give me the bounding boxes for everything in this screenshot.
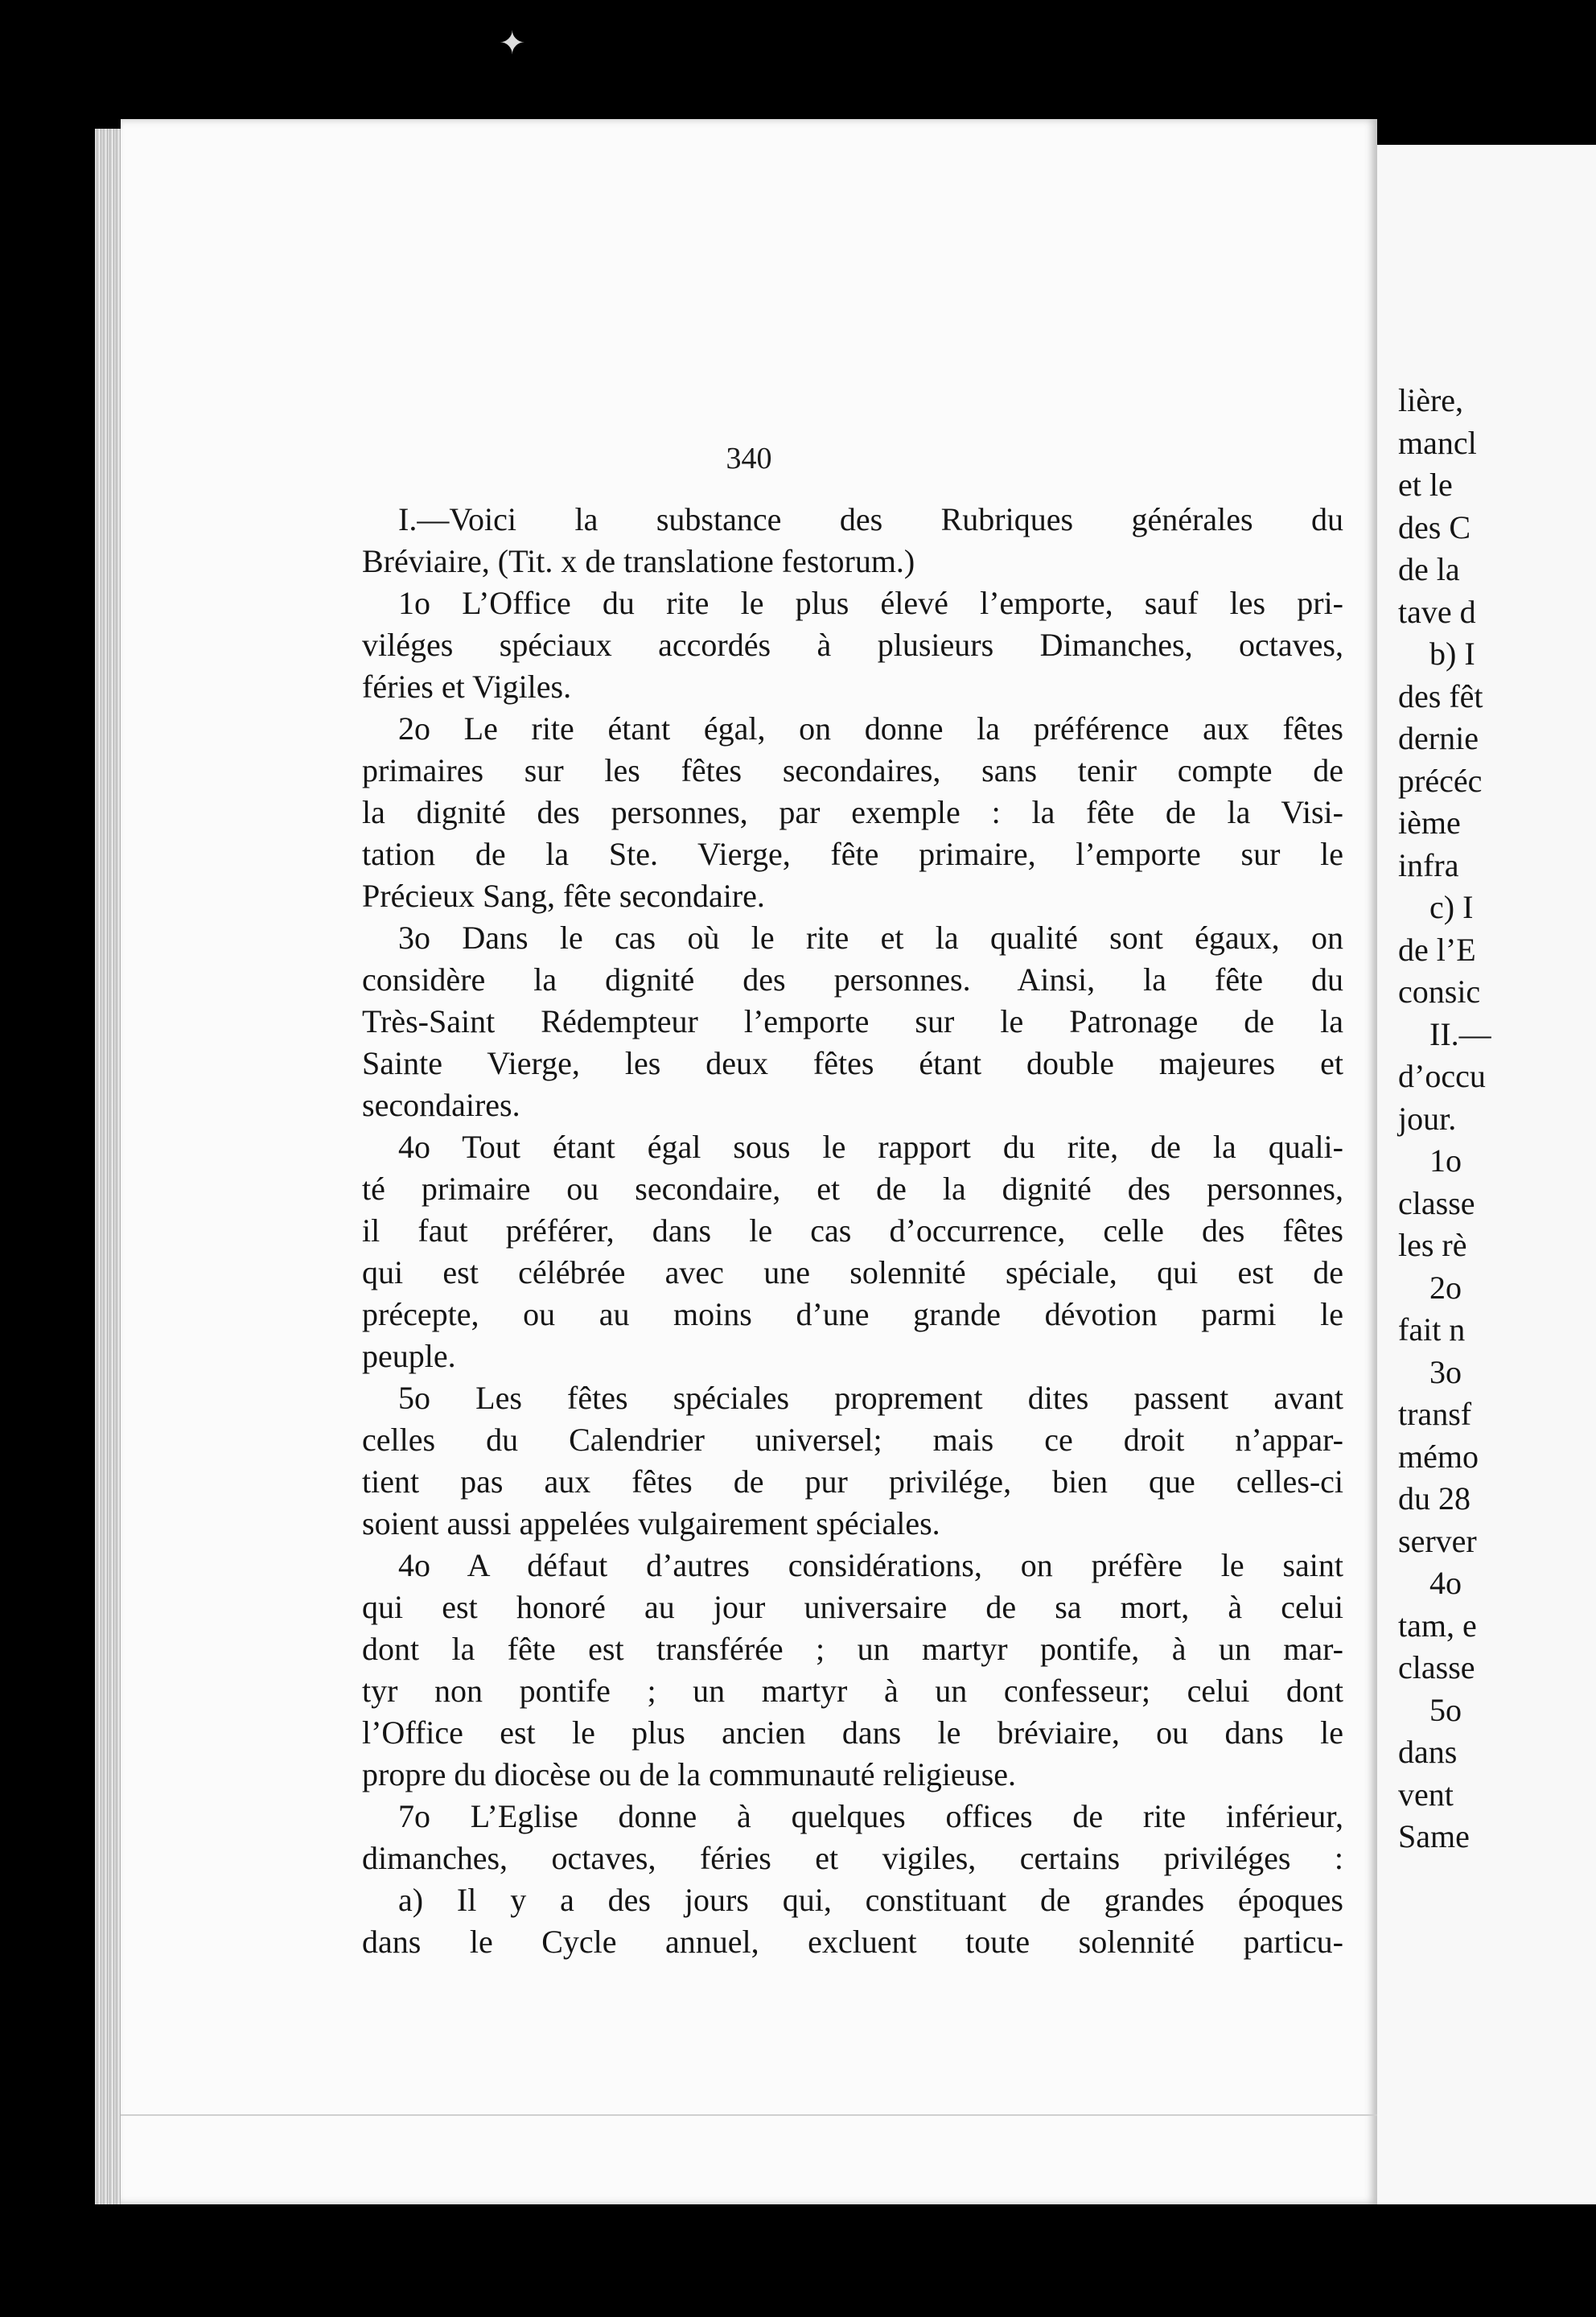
right-text-line: dans — [1398, 1734, 1458, 1770]
right-text-line: classe — [1398, 1184, 1475, 1221]
text-line: 7o L’Eglise donne à quelques offices de rite inférieur, — [398, 1798, 1343, 1834]
right-text-line: infra — [1398, 846, 1459, 883]
text-line: tient pas aux fêtes de pur privilége, bien que celles-ci — [362, 1463, 1343, 1500]
right-text-line: du 28 — [1398, 1480, 1471, 1517]
right-text-line: de l’E — [1398, 931, 1476, 968]
right-text-line: et le — [1398, 467, 1453, 503]
right-text-line: dernie — [1398, 720, 1479, 756]
text-line: secondaires. — [362, 1087, 520, 1123]
text-line: peuple. — [362, 1338, 456, 1374]
right-text-line: transf — [1398, 1396, 1472, 1432]
right-text-line: c) I — [1429, 889, 1474, 925]
text-line: viléges spéciaux accordés à plusieurs Dimanches, octaves, — [362, 627, 1343, 663]
right-page-fragment — [1377, 145, 1596, 2204]
right-text-line: des C — [1398, 508, 1471, 545]
right-text-line: vent — [1398, 1776, 1454, 1813]
text-line: précepte, ou au moins d’une grande dévotion parmi le — [362, 1296, 1343, 1332]
right-text-line: 3o — [1429, 1353, 1462, 1390]
right-text-line: mancl — [1398, 424, 1477, 461]
right-text-line: d’occu — [1398, 1058, 1486, 1094]
text-line: primaires sur les fêtes secondaires, sans tenir compte de — [362, 752, 1343, 788]
text-line: qui est honoré au jour universaire de sa mort, à celui — [362, 1589, 1343, 1625]
text-line: 3o Dans le cas où le rite et la qualité sont égaux, on — [398, 920, 1343, 956]
text-line: propre du diocèse ou de la communauté religieuse. — [362, 1756, 1017, 1792]
text-line: qui est célébrée avec une solennité spéciale, qui est de — [362, 1254, 1343, 1290]
text-line: celles du Calendrier universel; mais ce droit n’appar- — [362, 1422, 1343, 1458]
text-line: Bréviaire, (Tit. x de translatione festorum.) — [362, 543, 915, 579]
text-line: té primaire ou secondaire, et de la dignité des personnes, — [362, 1171, 1343, 1207]
text-line: Sainte Vierge, les deux fêtes étant double majeures et — [362, 1045, 1343, 1081]
right-text-line: des fêt — [1398, 677, 1483, 714]
text-line: dimanches, octaves, féries et vigiles, certains priviléges : — [362, 1840, 1343, 1876]
text-line: 5o Les fêtes spéciales proprement dites passent avant — [398, 1380, 1343, 1416]
text-line: 2o Le rite étant égal, on donne la préférence aux fêtes — [398, 710, 1343, 747]
text-line: Précieux Sang, fête secondaire. — [362, 878, 765, 914]
right-text-line: server — [1398, 1522, 1477, 1559]
body-text — [362, 499, 1343, 1963]
text-line: l’Office est le plus ancien dans le bréviaire, ou dans le — [362, 1714, 1343, 1751]
left-page — [121, 119, 1377, 2204]
right-text-line: lière, — [1398, 382, 1464, 418]
text-line: 4o Tout étant égal sous le rapport du rite, de la quali- — [398, 1129, 1343, 1165]
text-line: tyr non pontife ; un martyr à un confesseur; celui dont — [362, 1673, 1343, 1709]
right-text-line: ième — [1398, 805, 1461, 841]
right-text-line: 1o — [1429, 1142, 1462, 1179]
right-page-text — [1377, 380, 1596, 1858]
right-text-line: tave d — [1398, 593, 1476, 630]
text-line: tation de la Ste. Vierge, fête primaire, l’emporte sur le — [362, 836, 1343, 872]
text-line: soient aussi appelées vulgairement spéciales. — [362, 1505, 940, 1541]
right-text-line: 4o — [1429, 1565, 1462, 1601]
right-text-line: II.— — [1429, 1015, 1491, 1052]
page-number: 340 — [726, 442, 772, 475]
text-line: considère la dignité des personnes. Ainsi, la fête du — [362, 961, 1343, 998]
right-text-line: les rè — [1398, 1227, 1467, 1263]
right-text-line: mémo — [1398, 1438, 1479, 1475]
text-line: Très-Saint Rédempteur l’emporte sur le Patronage de la — [362, 1003, 1343, 1039]
text-line: il faut préférer, dans le cas d’occurrence, celle des fêtes — [362, 1212, 1343, 1249]
text-line: a) Il y a des jours qui, constituant de grandes époques — [398, 1882, 1343, 1918]
right-text-line: précéc — [1398, 762, 1483, 799]
right-text-line: Same — [1398, 1818, 1470, 1854]
text-line: I.—Voici la substance des Rubriques générales du — [398, 501, 1343, 537]
text-line: la dignité des personnes, par exemple : la fête de la Visi- — [362, 794, 1343, 830]
right-text-line: b) I — [1429, 636, 1475, 672]
right-text-line: classe — [1398, 1649, 1475, 1685]
text-line: 1o L’Office du rite le plus élevé l’emporte, sauf les pri- — [398, 585, 1343, 621]
right-text-line: fait n — [1398, 1311, 1466, 1348]
scan-mark: ✦ — [499, 25, 526, 61]
text-line: dont la fête est transférée ; un martyr pontife, à un mar- — [362, 1631, 1343, 1667]
right-text-line: 5o — [1429, 1691, 1462, 1728]
right-text-line: tam, e — [1398, 1607, 1477, 1644]
right-text-line: 2o — [1429, 1269, 1462, 1306]
text-line: féries et Vigiles. — [362, 669, 572, 705]
right-text-line: jour. — [1398, 1100, 1457, 1137]
page-bottom-edge — [121, 2114, 1377, 2116]
right-text-line: consic — [1398, 973, 1481, 1010]
text-line: 4o A défaut d’autres considérations, on préfère le saint — [398, 1547, 1343, 1583]
text-line: dans le Cycle annuel, excluent toute solennité particu- — [362, 1924, 1343, 1960]
right-text-line: de la — [1398, 551, 1460, 587]
